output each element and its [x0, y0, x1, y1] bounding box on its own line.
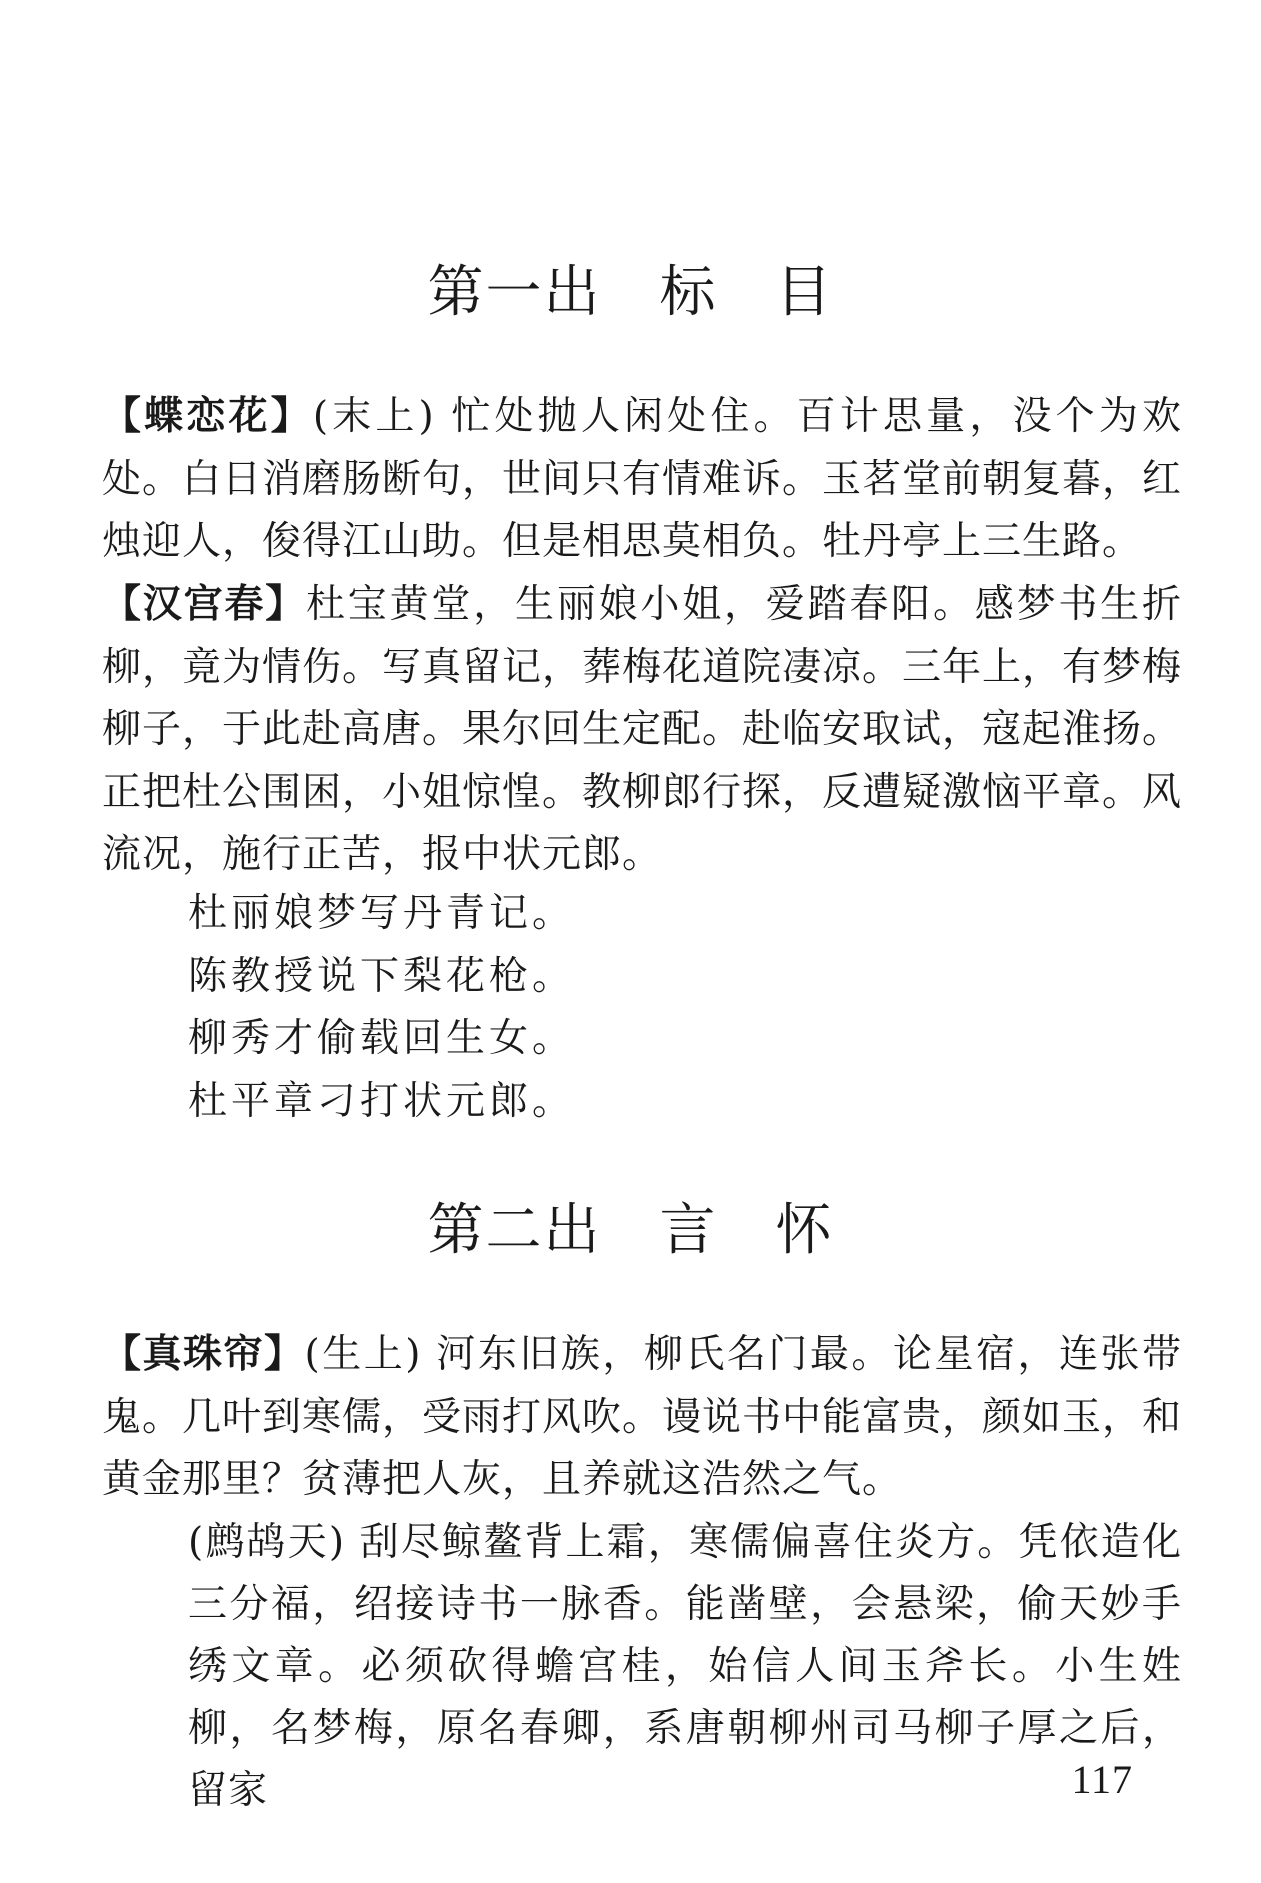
page-number: 117: [1071, 1757, 1133, 1802]
paragraph-text: 杜宝黄堂，生丽娘小姐，爱踏春阳。感梦书生折柳，竟为情伤。写真留记，葬梅花道院凄凉。三年上，有梦梅柳子，于此赴高唐。果尔回生定配。赴临安取试，寇起淮扬。正把杜公围困，小姐惊惶。教柳郎行探，反遭疑激恼平章。风流况，施行正苦，报中状元郎。: [102, 582, 1183, 877]
paragraph-text: (末上) 忙处抛人闲处住。百计思量，没个为欢处。白日消磨肠断句，世间只有情难诉。玉茗堂前朝复暮，红烛迎人，俊得江山助。但是相思莫相负。牡丹亭上三生路。: [102, 394, 1183, 564]
scene-2-heading: 第二出 言 怀: [427, 1198, 834, 1263]
scene-1-verses: [188, 883, 575, 1133]
scene-1-paragraph-2: [102, 574, 1182, 887]
scene-2-paragraph-2: (鹧鸪天) 刮尽鲸鳌背上霜，寒儒偏喜住炎方。凭依造化三分福，绍接诗书一脉香。能凿壁，会悬梁，偷天妙手绣文章。必须砍得蟾宫桂，始信人间玉斧长。小生姓柳，名梦梅，原名春卿，系唐朝柳州司马柳子厚之后，留家: [188, 1520, 1182, 1813]
verse-line: 柳秀才偷载回生女。: [188, 1016, 576, 1061]
scene-1-paragraph-1: [102, 386, 1182, 574]
tune-title: 【真珠帘】: [102, 1332, 305, 1377]
verse-line: 杜丽娘梦写丹青记。: [188, 891, 576, 936]
paragraph-text: (生上) 河东旧族，柳氏名门最。论星宿，连张带鬼。几叶到寒儒，受雨打风吹。谩说书中能富贵，颜如玉，和黄金那里？贫薄把人灰，且养就这浩然之气。: [102, 1332, 1183, 1502]
scene-1-heading: 第一出 标 目: [427, 260, 834, 325]
verse-line: 陈教授说下梨花枪。: [188, 953, 576, 999]
scene-2-paragraph-1: [102, 1324, 1182, 1512]
tune-title: 【汉宫春】: [102, 582, 306, 627]
tune-title: 【蝶恋花】: [102, 394, 313, 439]
verse-line: 杜平章刁打状元郎。: [188, 1078, 576, 1124]
